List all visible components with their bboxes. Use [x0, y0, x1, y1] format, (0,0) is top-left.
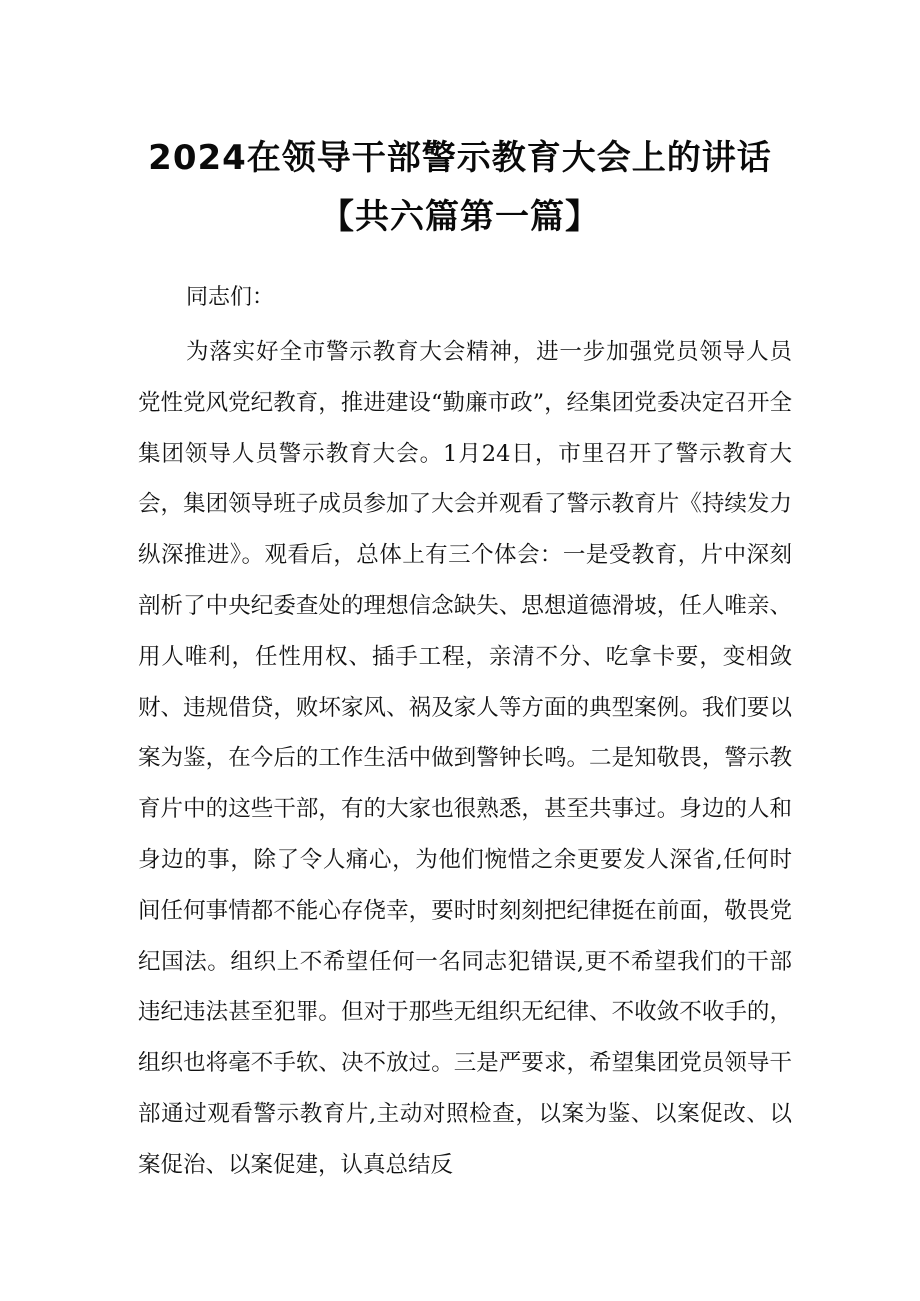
document-title: 2024在领导干部警示教育大会上的讲话 — [148, 138, 772, 178]
salutation: 同志们： — [186, 285, 275, 310]
document-subtitle: 【共六篇第一篇】 — [320, 197, 600, 237]
body-paragraph: 为落实好全市警示教育大会精神，进一步加强党员领导人员党性党风党纪教育，推进建设“勤廉市政”，经集团党委决定召开全集团领导人员警示教育大会。1月24日，市里召开了警示教育大会，集团领导班子成员参加了大会并观看了警示教育片《持续发力纵深推进》。观看后，总体上有三个体会：一是受教育，片中深刻剖析了中央纪委查处的理想信念缺失、思想道德滑坡，任人唯亲、用人唯利，任性用权、插手工程，亲清不分、吃拿卡要，变相敛财、违规借贷，败坏家风、祸及家人等方面的典型案例。我们要以案为鉴，在今后的工作生活中做到警钟长鸣。二是知敬畏，警示教育片中的这些干部，有的大家也很熟悉，甚至共事过。身边的人和身边的事，除了令人痛心，为他们惋惜之余更要发人深省,任何时间任何事情都不能心存侥幸，要时时刻刻把纪律挺在前面，敬畏党纪国法。组织上不希望任何一名同志犯错误,更不希望我们的干部违纪违法甚至犯罪。但对于那些无组织无纪律、不收敛不收手的，组织也将毫不手软、决不放过。三是严要求，希望集团党员领导干部通过观看警示教育片,主动对照检查，以案为鉴、以案促改、以案促治、以案促建，认真总结反 — [138, 339, 792, 1178]
